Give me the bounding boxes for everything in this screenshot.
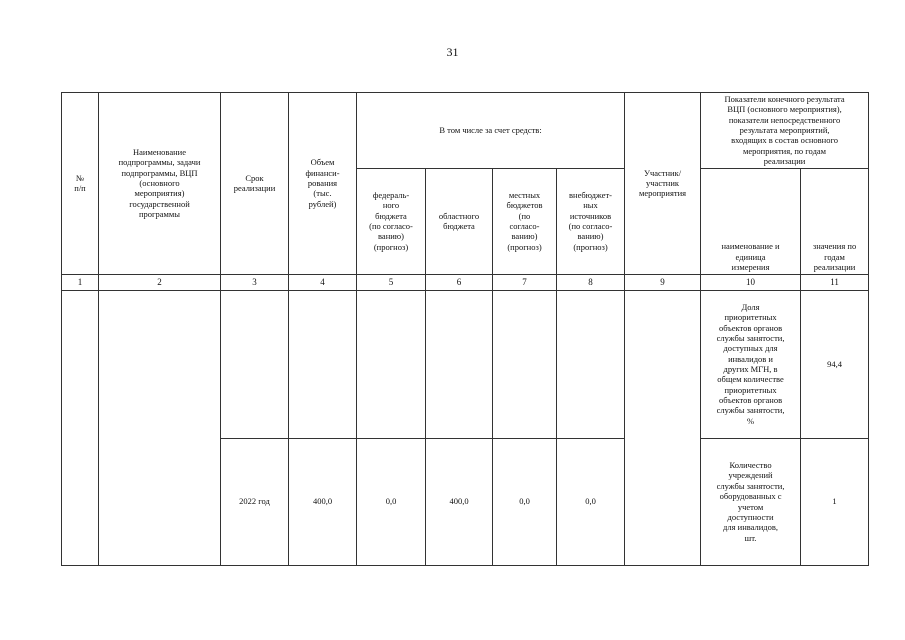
column-number: 4	[289, 274, 357, 290]
page-number: 31	[446, 45, 459, 59]
column-numbers-row	[62, 274, 869, 290]
extra-budgetary-value: 0,0	[557, 438, 625, 565]
indicator-value: 94,4	[801, 290, 869, 438]
program-table	[61, 92, 869, 566]
header-local-budgets: местных бюджетов (по согласо- ванию) (прогноз)	[493, 168, 557, 274]
table-row	[62, 290, 869, 438]
header-period: Срок реализации	[221, 93, 289, 275]
indicator-value: 1	[801, 438, 869, 565]
header-number: № п/п	[62, 93, 99, 275]
row-total-cell	[289, 290, 357, 438]
header-sources-group: В том числе за счет средств:	[357, 93, 625, 169]
header-indicator-name: наименование и единица измерения	[701, 168, 801, 274]
row-federal-cell	[357, 290, 426, 438]
indicator-name: Доля приоритетных объектов органов службы занятости, доступных для инвалидов и других МГН, в общем количестве приоритетных объектов органов службы занятости, %	[701, 290, 801, 438]
header-participant: Участник/ участник мероприятия	[625, 93, 701, 275]
header-federal-budget: федераль- ного бюджета (по согласо- ванию) (прогноз)	[357, 168, 426, 274]
column-number: 6	[426, 274, 493, 290]
column-number: 10	[701, 274, 801, 290]
row-local-cell	[493, 290, 557, 438]
row-period-cell	[221, 290, 289, 438]
column-number: 7	[493, 274, 557, 290]
header-financing-volume: Объем финанси- рования (тыс. рублей)	[289, 93, 357, 275]
local-budgets-value: 0,0	[493, 438, 557, 565]
column-number: 2	[99, 274, 221, 290]
column-number: 3	[221, 274, 289, 290]
column-number: 11	[801, 274, 869, 290]
indicator-name: Количество учреждений службы занятости, оборудованных с учетом доступности для инвалидов, шт.	[701, 438, 801, 565]
row-extra-cell	[557, 290, 625, 438]
header-indicators-group: Показатели конечного результата ВЦП (основного мероприятия), показатели непосредственного результата мероприятий, входящих в состав основного мероприятия, по годам реализации	[701, 93, 869, 169]
column-number: 9	[625, 274, 701, 290]
regional-budget-value: 400,0	[426, 438, 493, 565]
row-subprogram-cell	[99, 290, 221, 565]
header-indicator-values: значения по годам реализации	[801, 168, 869, 274]
header-regional-budget: областного бюджета	[426, 168, 493, 274]
column-number: 5	[357, 274, 426, 290]
header-subprogram-name: Наименование подпрограммы, задачи подпрограммы, ВЦП (основного мероприятия) государственной программы	[99, 93, 221, 275]
financing-total: 400,0	[289, 438, 357, 565]
column-number: 1	[62, 274, 99, 290]
federal-budget-value: 0,0	[357, 438, 426, 565]
row-regional-cell	[426, 290, 493, 438]
column-number: 8	[557, 274, 625, 290]
row-number-cell	[62, 290, 99, 565]
header-extra-budgetary: внебюджет- ных источников (по согласо- ванию) (прогноз)	[557, 168, 625, 274]
period: 2022 год	[221, 438, 289, 565]
row-participant-cell	[625, 290, 701, 565]
